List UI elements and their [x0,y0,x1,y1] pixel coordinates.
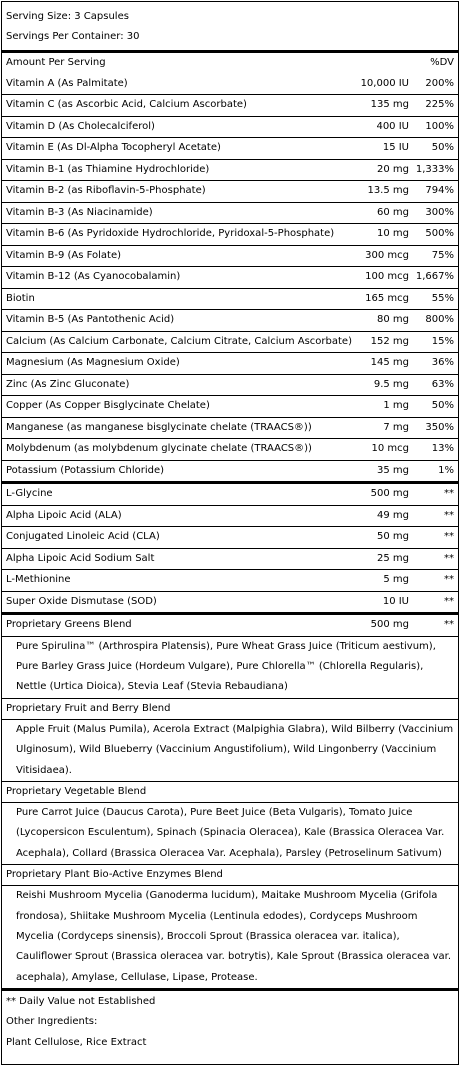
nutrient-dv: 13% [412,439,458,461]
fruit-blend [2,698,458,781]
nutrient-name: Vitamin B-5 (As Pantothenic Acid) [2,310,354,332]
nutrient-row [2,331,458,353]
nutrient-dv: ** [444,488,454,499]
nutrient-amount: 1 mg [354,396,412,418]
nutrient-amount: 145 mg [354,353,412,375]
nutrient-amount: 10 mcg [354,439,412,461]
nutrient-dv: ** [412,505,458,527]
nutrient-amount: 100 mcg [354,267,412,289]
nutrient-name: Vitamin E (As Dl-Alpha Tocopheryl Acetate) [2,138,354,160]
nutrient-name: L-Glycine [6,488,53,499]
nutrient-dv: 300% [412,202,458,224]
supplement-facts-panel [1,1,459,1065]
nutrient-row [2,396,458,418]
nutrient-name: Manganese (as manganese bisglycinate chelate (TRAACS®)) [2,417,354,439]
nutrient-amount: 10,000 IU [360,77,409,89]
nutrient-name: Vitamin D (As Cholecalciferol) [2,116,354,138]
serving-size: Serving Size: 3 Capsules [6,11,129,22]
nutrient-name: Molybdenum (as molybdenum glycinate chelate (TRAACS®)) [2,439,354,461]
nutrient-row [2,202,458,224]
nutrient-row [2,288,458,310]
nutrient-amount: 35 mg [354,460,412,481]
nutrient-dv: 200% [425,77,454,89]
nutrient-name: Potassium (Potassium Chloride) [2,460,354,481]
nutrient-name: Biotin [2,288,354,310]
nutrient-row [2,527,458,549]
nutrient-row [2,181,458,203]
nutrient-amount: 10 mg [354,224,412,246]
nutrient-name: Vitamin B-12 (As Cyanocobalamin) [2,267,354,289]
header-row [2,50,458,74]
nutrient-name: Copper (As Copper Bisglycinate Chelate) [2,396,354,418]
nutrient-dv: 15% [412,331,458,353]
nutrient-amount: 9.5 mg [354,374,412,396]
blend-ingredients: Pure Carrot Juice (Daucus Carota), Pure Beet Juice (Beta Vulgaris), Tomato Juice (Lycopersicon Esculentum), Spinach (Spinacia Oleracea), Kale (Brassica Oleracea Var. Acephala), Collard (Brassica Oleracea Var. Acephala), Parsley (Petroselinum Sativum) [2,802,458,864]
nutrient-row [2,138,458,160]
nutrient-dv: ** [412,548,458,570]
nutrient-amount: 25 mg [354,548,412,570]
nutrient-row [2,353,458,375]
blend-ingredients: Apple Fruit (Malus Pumila), Acerola Extract (Malpighia Glabra), Wild Bilberry (Vaccinium Ulginosum), Wild Blueberry (Vaccinium Angustifolium), Wild Lingonberry (Vaccinium Vitisidaea). [2,719,458,781]
other-ingredients-label: Other Ingredients: [6,1016,98,1028]
nutrient-row [2,570,458,592]
nutrient-amount: 400 IU [354,116,412,138]
nutrient-name: Vitamin B-6 (As Pyridoxide Hydrochloride, Pyridoxal-5-Phosphate) [2,224,354,246]
blend-name: Proprietary Vegetable Blend [6,785,147,797]
nutrient-name: Vitamin B-3 (As Niacinamide) [2,202,354,224]
nutrient-row [2,159,458,181]
nutrient-dv: 1% [412,460,458,481]
nutrient-amount: 50 mg [354,527,412,549]
nutrient-dv: 500% [412,224,458,246]
nutrient-dv: 55% [412,288,458,310]
nutrient-dv: 63% [412,374,458,396]
nutrient-dv: 350% [412,417,458,439]
nutrient-amount: 5 mg [354,570,412,592]
nutrient-dv: 36% [412,353,458,375]
vitamins-table [2,74,458,482]
servings-per-container: Servings Per Container: 30 [6,31,140,42]
nutrient-row [2,548,458,570]
amount-per-serving-label: Amount Per Serving [6,57,106,68]
nutrient-row [2,245,458,267]
nutrient-row [2,224,458,246]
nutrient-name: Magnesium (As Magnesium Oxide) [2,353,354,375]
nutrient-dv: ** [412,527,458,549]
enzymes-blend [2,864,458,988]
nutrient-row [2,74,458,95]
blend-ingredients: Pure Spirulina™ (Arthrospira Platensis), Pure Wheat Grass Juice (Triticum aestivum), Pure Barley Grass Juice (Hordeum Vulgare), Pure Chlorella™ (Chlorella Regularis), Nettle (Urtica Dioica), Stevia Leaf (Stevia Rebaudiana) [2,636,458,698]
nutrient-name: Super Oxide Dismutase (SOD) [2,591,354,612]
nutrient-row [2,460,458,481]
nutrient-row [2,439,458,461]
nutrient-row [2,95,458,117]
nutrient-name: Vitamin B-2 (as Riboflavin-5-Phosphate) [2,181,354,203]
others-table [2,481,458,612]
nutrient-name: Vitamin C (as Ascorbic Acid, Calcium Ascorbate) [2,95,354,117]
daily-value-note: ** Daily Value not Established [6,996,156,1008]
other-ingredients-value: Plant Cellulose, Rice Extract [6,1036,147,1048]
nutrient-amount: 500 mg [370,488,409,499]
nutrient-dv: ** [412,591,458,612]
blend-dv: ** [444,619,454,630]
nutrient-row [2,417,458,439]
nutrient-amount: 15 IU [354,138,412,160]
nutrient-row [2,483,458,506]
nutrient-row [2,591,458,612]
nutrient-row [2,116,458,138]
nutrient-amount: 80 mg [354,310,412,332]
nutrient-amount: 135 mg [354,95,412,117]
blend-name: Proprietary Plant Bio-Active Enzymes Blend [6,869,223,881]
blend-name: Proprietary Greens Blend [6,619,132,630]
dv-header-label: %DV [430,57,454,68]
nutrient-amount: 165 mcg [354,288,412,310]
nutrient-amount: 152 mg [354,331,412,353]
nutrient-name: Vitamin B-1 (as Thiamine Hydrochloride) [2,159,354,181]
nutrient-amount: 13.5 mg [354,181,412,203]
nutrient-amount: 20 mg [354,159,412,181]
nutrient-name: Vitamin B-9 (As Folate) [2,245,354,267]
nutrient-dv: 50% [412,138,458,160]
nutrient-row [2,374,458,396]
nutrient-dv: 794% [412,181,458,203]
nutrient-name: L-Methionine [2,570,354,592]
vegetable-blend [2,781,458,864]
nutrient-row [2,267,458,289]
nutrient-name: Calcium (As Calcium Carbonate, Calcium Citrate, Calcium Ascorbate) [2,331,354,353]
nutrient-amount: 49 mg [354,505,412,527]
nutrient-dv: 75% [412,245,458,267]
nutrient-name: Alpha Lipoic Acid (ALA) [2,505,354,527]
nutrient-row [2,505,458,527]
nutrient-dv: 1,333% [412,159,458,181]
blend-ingredients: Reishi Mushroom Mycelia (Ganoderma lucidum), Maitake Mushroom Mycelia (Grifola frondosa), Shiitake Mushroom Mycelia (Lentinula edodes), Cordyceps Mushroom Mycelia (Cordyceps sinensis), Broccoli Sprout (Brassica oleracea var. italica), Cauliflower Sprout (Brassica oleracea var. botrytis), Kale Sprout (Brassica oleracea var. acephala), Amylase, Cellulase, Lipase, Protease. [2,885,458,988]
footer [2,988,458,1053]
nutrient-amount: 7 mg [354,417,412,439]
nutrient-dv: 50% [412,396,458,418]
blend-name: Proprietary Fruit and Berry Blend [6,702,171,714]
nutrient-dv: 225% [412,95,458,117]
nutrient-name: Zinc (As Zinc Gluconate) [2,374,354,396]
nutrient-name: Alpha Lipoic Acid Sodium Salt [2,548,354,570]
nutrient-dv: ** [412,570,458,592]
nutrient-row [2,310,458,332]
nutrient-name: Conjugated Linoleic Acid (CLA) [2,527,354,549]
greens-blend [2,612,458,698]
nutrient-amount: 300 mcg [354,245,412,267]
nutrient-dv: 800% [412,310,458,332]
blend-amount: 500 mg [370,619,409,630]
nutrient-name: Vitamin A (As Palmitate) [6,77,128,89]
nutrient-amount: 60 mg [354,202,412,224]
nutrient-dv: 1,667% [412,267,458,289]
nutrient-amount: 10 IU [354,591,412,612]
nutrient-dv: 100% [412,116,458,138]
